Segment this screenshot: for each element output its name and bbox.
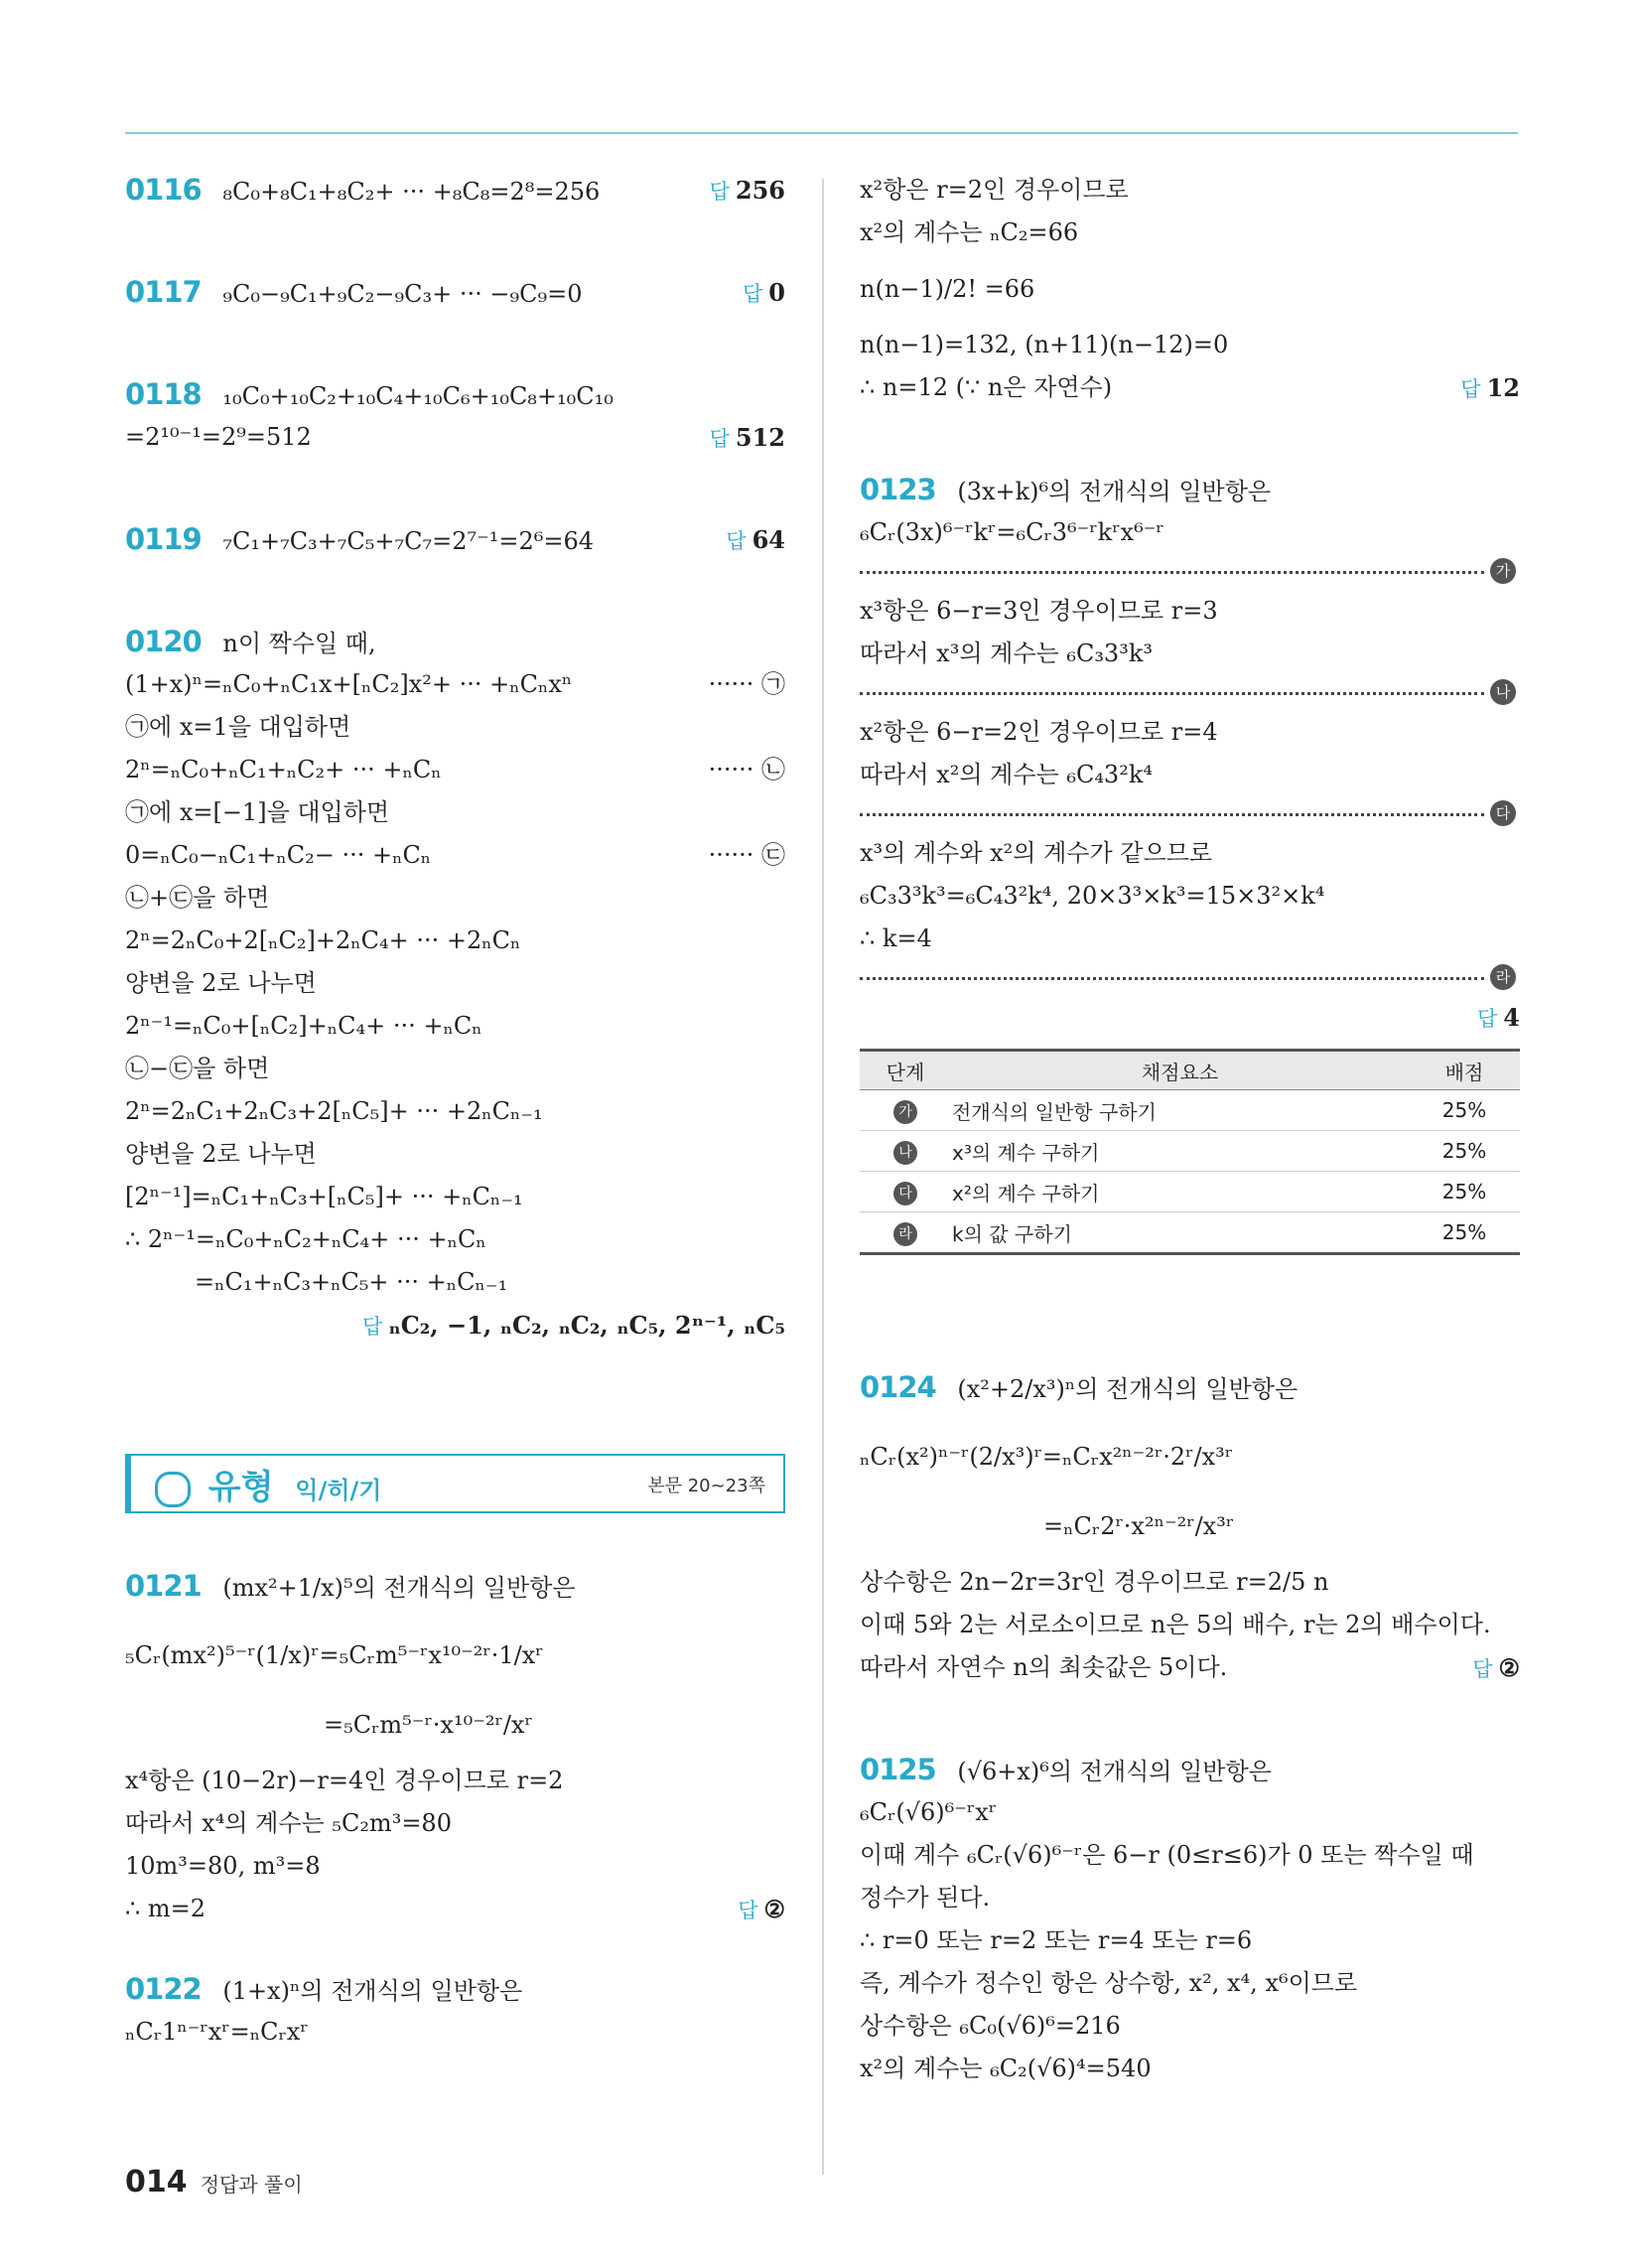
- step-separator: [860, 675, 1520, 711]
- answer: [1472, 1646, 1520, 1691]
- solution-line: [860, 2048, 1520, 2090]
- footer-text: 정답과 풀이: [200, 2173, 303, 2197]
- section-subtitle: 익/히/기: [295, 1477, 382, 1504]
- problem-0122: [125, 1968, 785, 2054]
- solution-line: [860, 1646, 1520, 1689]
- problem-0119: [125, 518, 785, 561]
- equation-mark: ······ ㉢: [708, 841, 785, 869]
- problem-number: 0121: [125, 1569, 202, 1603]
- solution-line: [860, 1422, 1520, 1491]
- solution-line: [125, 1690, 785, 1760]
- answer-value: 512: [735, 423, 785, 452]
- answer-line: [125, 1304, 785, 1347]
- solution-line: [125, 1090, 785, 1133]
- solution-expression: ₇C₁+₇C₃+₇C₅+₇C₇=2⁷⁻¹=2⁶=64: [222, 527, 595, 555]
- solution-line: [125, 1968, 785, 2011]
- solution-line: [125, 1621, 785, 1690]
- solution-text: ㉠에 x=1을 대입하면: [125, 713, 351, 741]
- answer-label: 답: [709, 180, 730, 204]
- solution-expression: ₁₀C₀+₁₀C₂+₁₀C₄+₁₀C₆+₁₀C₈+₁₀C₁₀: [222, 382, 614, 410]
- table-header: 채점요소: [951, 1051, 1409, 1090]
- solution-line: [860, 1491, 1520, 1561]
- solution-line: [860, 1791, 1520, 1834]
- solution-text: 즉, 계수가 정수인 항은 상수항, x², x⁴, x⁶이므로: [860, 1969, 1358, 1997]
- solution-text: 상수항은 ₆C₀(√6)⁶=216: [860, 2012, 1121, 2040]
- table-header: 배점: [1409, 1051, 1520, 1090]
- solution-text: ₙCᵣ(x²)ⁿ⁻ʳ(2/x³)ʳ=ₙCᵣx²ⁿ⁻²ʳ·2ʳ/x³ʳ: [860, 1443, 1234, 1471]
- solution-text: =ₙCᵣ2ʳ·x²ⁿ⁻²ʳ/x³ʳ: [1043, 1512, 1235, 1540]
- problem-number: 0125: [860, 1753, 936, 1786]
- solution-line: [125, 1760, 785, 1802]
- table-cell: 25%: [1409, 1212, 1520, 1254]
- solution-line: [125, 663, 785, 706]
- table-row: [860, 1131, 1520, 1172]
- solution-line: [125, 1261, 785, 1304]
- answer-label: 답: [1477, 1007, 1498, 1031]
- pencil-note-icon: [155, 1472, 191, 1507]
- solution-line: [125, 706, 785, 749]
- solution-text: (1+x)ⁿ의 전개식의 일반항은: [222, 1977, 523, 2005]
- solution-line: [125, 2011, 785, 2054]
- solution-text: (1+x)ⁿ=ₙC₀+ₙC₁x+[ₙC₂]x²+ ··· +ₙCₙxⁿ: [125, 670, 573, 698]
- solution-text: (mx²+1/x)⁵의 전개식의 일반항은: [222, 1574, 576, 1602]
- solution-text: 따라서 x³의 계수는 ₆C₃3³k³: [860, 639, 1153, 667]
- solution-text: ∴ r=0 또는 r=2 또는 r=4 또는 r=6: [860, 1926, 1253, 1954]
- solution-text: 따라서 x²의 계수는 ₆C₄3²k⁴: [860, 761, 1153, 788]
- step-mark: 라: [893, 1222, 917, 1246]
- solution-text: 따라서 x⁴의 계수는 ₅C₂m³=80: [125, 1809, 452, 1837]
- table-row: [860, 1090, 1520, 1131]
- solution-text: 이때 계수 ₆Cᵣ(√6)⁶⁻ʳ은 6−r (0≤r≤6)가 0 또는 짝수일 때: [860, 1841, 1474, 1869]
- problem-number: 0124: [860, 1370, 936, 1404]
- solution-text: 상수항은 2n−2r=3r인 경우이므로 r=2/5 n: [860, 1568, 1329, 1596]
- answer-value: ₙC₂, −1, ₙC₂, ₙC₂, ₙC₅, 2ⁿ⁻¹, ₙC₅: [388, 1311, 785, 1340]
- scoring-table: [860, 1049, 1520, 1255]
- step-separator: [860, 796, 1520, 832]
- solution-line: [860, 1604, 1520, 1646]
- step-mark: 다: [893, 1182, 917, 1205]
- solution-line: [860, 1352, 1520, 1422]
- table-cell: 전개식의 일반항 구하기: [951, 1090, 1409, 1131]
- solution-line: [125, 1133, 785, 1176]
- solution-line: [860, 212, 1520, 254]
- solution-expression: ₈C₀+₈C₁+₈C₂+ ··· +₈C₈=2⁸=256: [222, 178, 601, 206]
- solution-text: (√6+x)⁶의 전개식의 일반항은: [957, 1758, 1272, 1785]
- problem-0124: [860, 1352, 1520, 1689]
- solution-line: [125, 621, 785, 663]
- right-column: [860, 169, 1520, 2090]
- column-divider: [822, 179, 824, 2175]
- table-header: 단계: [860, 1051, 951, 1090]
- solution-text: 2ⁿ=2ₙC₀+2[ₙC₂]+2ₙC₄+ ··· +2ₙCₙ: [125, 926, 521, 954]
- problem-number: 0118: [125, 377, 202, 411]
- solution-line: [125, 962, 785, 1005]
- solution-line: [860, 832, 1520, 875]
- answer-value: ②: [763, 1895, 785, 1923]
- answer-line: [860, 996, 1520, 1039]
- solution-text: ㉡−㉢을 하면: [125, 1055, 270, 1082]
- solution-line: [860, 1877, 1520, 1919]
- answer-label: 답: [743, 282, 763, 306]
- answer-value: 256: [735, 176, 785, 205]
- answer: [1477, 996, 1520, 1041]
- solution-line: [860, 169, 1520, 212]
- table-cell: k의 값 구하기: [951, 1212, 1409, 1254]
- solution-text: n(n−1)=132, (n+11)(n−12)=0: [860, 331, 1229, 358]
- section-title: 유형: [207, 1468, 274, 1507]
- solution-text: 따라서 자연수 n의 최솟값은 5이다.: [860, 1653, 1228, 1681]
- solution-line: [860, 469, 1520, 511]
- answer-label: 답: [1460, 377, 1481, 401]
- answer-label: 답: [726, 529, 747, 553]
- answer: [710, 169, 785, 213]
- solution-text: ₆Cᵣ(√6)⁶⁻ʳxʳ: [860, 1798, 998, 1826]
- solution-line: [125, 1005, 785, 1048]
- table-cell: x²의 계수 구하기: [951, 1172, 1409, 1212]
- solution-text: ∴ n=12 (∵ n은 자연수): [860, 373, 1113, 401]
- problem-number: 0116: [125, 173, 202, 207]
- solution-line: [860, 254, 1520, 324]
- solution-line: [860, 1919, 1520, 1962]
- solution-text: ₆C₃3³k³=₆C₄3²k⁴, 20×3³×k³=15×3²×k⁴: [860, 882, 1325, 910]
- solution-text: ㉡+㉢을 하면: [125, 884, 270, 912]
- solution-text: 10m³=80, m³=8: [125, 1852, 321, 1880]
- solution-text: 이때 5와 2는 서로소이므로 n은 5의 배수, r는 2의 배수이다.: [860, 1611, 1491, 1638]
- left-column: [125, 169, 785, 2054]
- solution-line: [860, 633, 1520, 675]
- answer: [362, 1304, 785, 1348]
- answer-value: 4: [1503, 1003, 1520, 1032]
- solution-text: =₅Cᵣm⁵⁻ʳ·x¹⁰⁻²ʳ/xʳ: [324, 1711, 533, 1739]
- solution-line: [860, 511, 1520, 554]
- solution-line: [125, 834, 785, 877]
- solution-line: [125, 920, 785, 962]
- solution-line: [860, 711, 1520, 754]
- table-cell: 25%: [1409, 1131, 1520, 1172]
- answer-value: 12: [1486, 373, 1520, 402]
- solution-text: (3x+k)⁶의 전개식의 일반항은: [957, 478, 1272, 505]
- solution-line: [125, 1845, 785, 1888]
- table-cell: 25%: [1409, 1090, 1520, 1131]
- solution-text: x²의 계수는 ₆C₂(√6)⁴=540: [860, 2055, 1152, 2082]
- problem-0122-continued: [860, 169, 1520, 409]
- answer-label: 답: [361, 1315, 383, 1339]
- top-rule: [125, 132, 1518, 134]
- answer: [726, 518, 785, 563]
- solution-expression: =2¹⁰⁻¹=2⁹=512: [125, 423, 312, 451]
- step-mark: 나: [1490, 679, 1516, 705]
- page-reference: 본문 20~23쪽: [647, 1476, 765, 1496]
- problem-number: 0117: [125, 275, 202, 309]
- solution-line: [860, 1834, 1520, 1877]
- solution-line: [860, 1962, 1520, 2005]
- step-mark: 다: [1490, 800, 1516, 826]
- section-header: [125, 1454, 785, 1513]
- solution-line: [125, 1218, 785, 1261]
- solution-line: [860, 590, 1520, 633]
- problem-number: 0122: [125, 1972, 202, 2006]
- problem-0125: [860, 1749, 1520, 2090]
- problem-0117: [125, 271, 785, 314]
- solution-line: [860, 1749, 1520, 1791]
- solution-text: ∴ k=4: [860, 924, 932, 952]
- solution-text: 2ⁿ=2ₙC₁+2ₙC₃+2[ₙC₅]+ ··· +2ₙCₙ₋₁: [125, 1097, 543, 1125]
- solution-line: [125, 1802, 785, 1845]
- solution-line: [125, 1176, 785, 1218]
- solution-text: (x²+2/x³)ⁿ의 전개식의 일반항은: [957, 1375, 1299, 1403]
- solution-expression: ₉C₀−₉C₁+₉C₂−₉C₃+ ··· −₉C₉=0: [222, 280, 583, 308]
- problem-number: 0119: [125, 522, 202, 556]
- solution-line: [860, 754, 1520, 796]
- solution-text: [2ⁿ⁻¹]=ₙC₁+ₙC₃+[ₙC₅]+ ··· +ₙCₙ₋₁: [125, 1183, 523, 1210]
- solution-text: 양변을 2로 나누면: [125, 1140, 317, 1168]
- problem-0121: [125, 1551, 785, 1930]
- solution-line: [860, 366, 1520, 409]
- answer: [743, 271, 785, 316]
- solution-text: ₙCᵣ1ⁿ⁻ʳxʳ=ₙCᵣxʳ: [125, 2018, 309, 2046]
- page-footer: [125, 2165, 303, 2199]
- solution-text: ∴ 2ⁿ⁻¹=ₙC₀+ₙC₂+ₙC₄+ ··· +ₙCₙ: [125, 1225, 486, 1253]
- answer-label: 답: [709, 427, 730, 451]
- solution-line: [125, 791, 785, 834]
- solution-text: =ₙC₁+ₙC₃+ₙC₅+ ··· +ₙCₙ₋₁: [195, 1268, 508, 1296]
- solution-line: [860, 324, 1520, 366]
- solution-line: [125, 1048, 785, 1090]
- answer-value: ②: [1498, 1653, 1520, 1682]
- section-title-group: [155, 1460, 381, 1508]
- solution-text: ₆Cᵣ(3x)⁶⁻ʳkʳ=₆Cᵣ3⁶⁻ʳkʳx⁶⁻ʳ: [860, 518, 1164, 546]
- step-mark: 나: [893, 1141, 917, 1165]
- answer-label: 답: [738, 1899, 758, 1922]
- solution-line: [125, 877, 785, 920]
- solution-text: 0=ₙC₀−ₙC₁+ₙC₂− ··· +ₙCₙ: [125, 841, 432, 869]
- problem-0120: [125, 621, 785, 1347]
- equation-mark: ······ ㉡: [708, 756, 785, 783]
- solution-text: x²항은 r=2인 경우이므로: [860, 176, 1129, 204]
- problem-number: 0120: [125, 625, 202, 658]
- solution-line: [125, 749, 785, 791]
- table-row: [860, 1212, 1520, 1254]
- solution-text: ₅Cᵣ(mx²)⁵⁻ʳ(1/x)ʳ=₅Cᵣm⁵⁻ʳx¹⁰⁻²ʳ·1/xʳ: [125, 1641, 544, 1669]
- solution-text: x²항은 6−r=2인 경우이므로 r=4: [860, 718, 1218, 746]
- solution-text: x³항은 6−r=3인 경우이므로 r=3: [860, 597, 1218, 625]
- answer-value: 64: [752, 525, 785, 554]
- problem-0116: [125, 169, 785, 212]
- problem-0118: [125, 373, 785, 416]
- step-separator: [860, 554, 1520, 590]
- step-mark: 라: [1490, 964, 1516, 990]
- solution-text: 2ⁿ⁻¹=ₙC₀+[ₙC₂]+ₙC₄+ ··· +ₙCₙ: [125, 1012, 482, 1040]
- problem-number: 0123: [860, 473, 936, 506]
- solution-line: [860, 2005, 1520, 2048]
- solution-text: x³의 계수와 x²의 계수가 같으므로: [860, 839, 1213, 867]
- step-mark: 가: [1490, 558, 1516, 584]
- answer-value: 0: [768, 278, 785, 307]
- page-number: 014: [125, 2165, 188, 2199]
- step-separator: [860, 960, 1520, 996]
- solution-text: 정수가 된다.: [860, 1884, 991, 1912]
- solution-text: x⁴항은 (10−2r)−r=4인 경우이므로 r=2: [125, 1767, 564, 1794]
- table-cell: x³의 계수 구하기: [951, 1131, 1409, 1172]
- problem-0118-line2: [125, 416, 785, 459]
- solution-text: ∴ m=2: [125, 1895, 206, 1922]
- solution-text: n이 짝수일 때,: [222, 630, 376, 657]
- solution-text: x²의 계수는 ₙC₂=66: [860, 218, 1079, 246]
- answer-label: 답: [1472, 1657, 1493, 1681]
- solution-text: n(n−1)/2! =66: [860, 275, 1035, 303]
- solution-text: 양변을 2로 나누면: [125, 969, 317, 997]
- step-mark: 가: [893, 1100, 917, 1124]
- solution-text: 2ⁿ=ₙC₀+ₙC₁+ₙC₂+ ··· +ₙCₙ: [125, 756, 442, 783]
- solution-text: ㉠에 x=[−1]을 대입하면: [125, 798, 390, 826]
- table-cell: 25%: [1409, 1172, 1520, 1212]
- solution-line: [860, 1561, 1520, 1604]
- solution-line: [125, 1551, 785, 1621]
- problem-0123: [860, 469, 1520, 1255]
- solution-line: [125, 1888, 785, 1930]
- solution-line: [860, 918, 1520, 960]
- equation-mark: ······ ㉠: [708, 670, 785, 698]
- answer: [710, 416, 785, 461]
- solution-line: [860, 875, 1520, 918]
- answer: [1460, 366, 1520, 411]
- table-row: [860, 1172, 1520, 1212]
- answer: [738, 1888, 785, 1932]
